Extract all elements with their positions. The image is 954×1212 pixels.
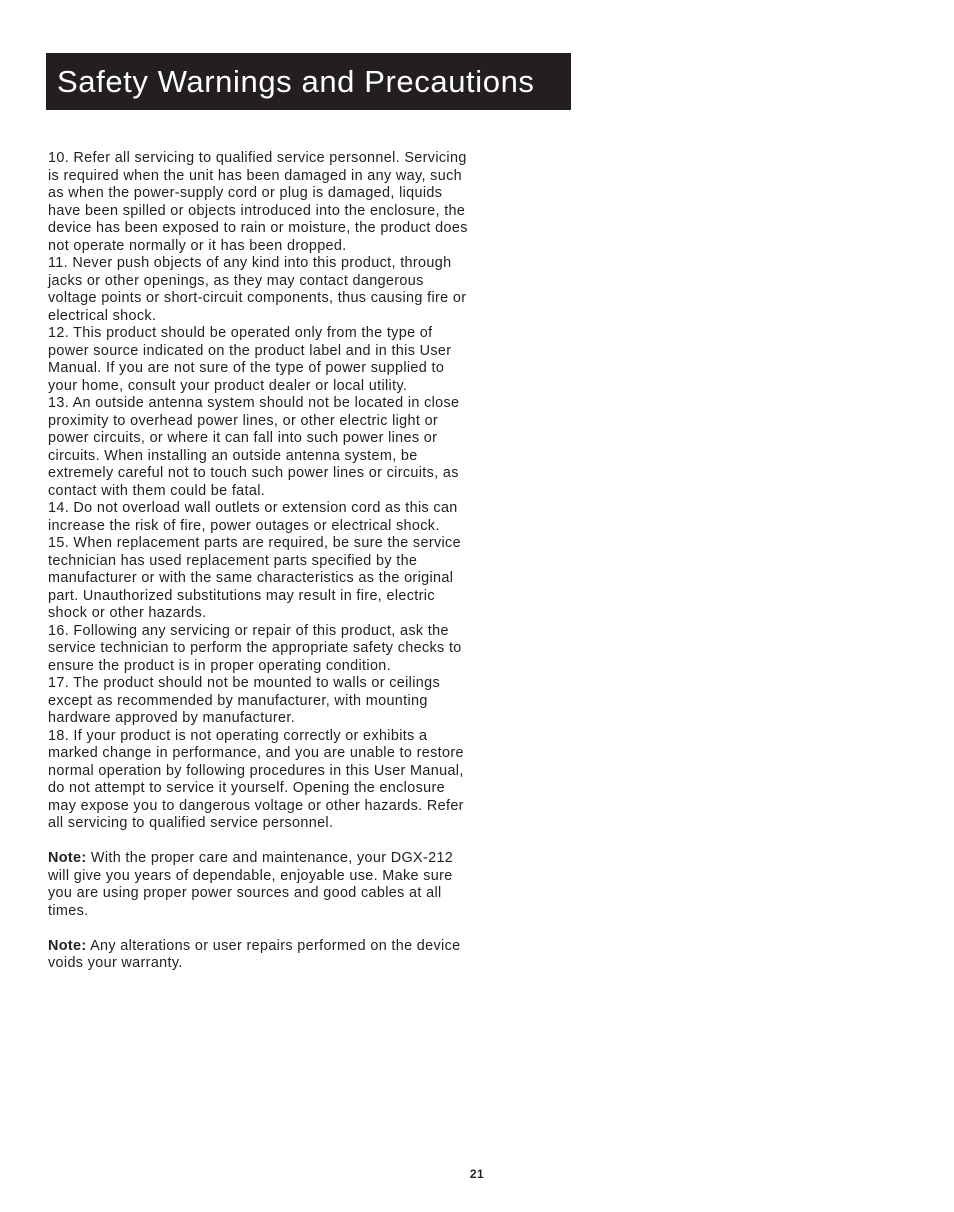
instruction-item: 15. When replacement parts are required, be sure the service technician has used replacement parts specified by the manufacturer or with the same characteristics as the original part. Unauthorized substitutions may result in fire, electric shock or other hazards. [48,535,461,621]
instruction-item: 18. If your product is not operating correctly or exhibits a marked change in performance, and you are unable to restore normal operation by following procedures in this User Manual, do not attempt to service it yourself. Opening the enclosure may expose you to dangerous voltage or other hazards. Refer all servicing to qualified service personnel. [48,727,464,831]
note-label: Note: [48,850,87,866]
section-header [46,53,571,110]
note-text: Any alterations or user repairs performed on the device voids your warranty. [48,937,461,971]
note-label: Note: [48,937,87,954]
instruction-item: 13. An outside antenna system should not be located in close proximity to overhead power lines, or other electric light or power circuits, or where it can fall into such power lines or circuits. When installing an outside antenna system, be extremely careful not to touch such power lines or circuits, as contact with them could be fatal. [48,395,460,499]
page-number: 21 [469,1167,485,1181]
instruction-item: 16. Following any servicing or repair of this product, ask the service technician to perform the appropriate safety checks to ensure the product is in proper operating condition. [48,622,462,674]
warranty-note [48,938,473,973]
care-note [48,850,473,920]
safety-instructions [48,150,473,973]
instruction-item: 17. The product should not be mounted to walls or ceilings except as recommended by manufacturer, with mounting hardware approved by manufacturer. [48,675,441,726]
instruction-item: 10. Refer all servicing to qualified service personnel. Servicing is required when the unit has been damaged in any way, such as when the power-supply cord or plug is damaged, liquids have been spilled or objects introduced into the enclosure, the device has been exposed to rain or moisture, the product does not operate normally or it has been dropped. [48,150,468,254]
instruction-item: 11. Never push objects of any kind into this product, through jacks or other openings, as they may contact dangerous voltage points or short-circuit components, thus causing fire or electrical shock. [48,255,467,324]
instruction-item: 14. Do not overload wall outlets or extension cord as this can increase the risk of fire, power outages or electrical shock. [48,500,458,534]
instruction-item: 12. This product should be operated only from the type of power source indicated on the product label and in this User Manual. If you are not sure of the type of power supplied to your home, consult your product dealer or local utility. [48,325,452,394]
note-text: With the proper care and maintenance, your DGX-212 will give you years of dependable, enjoyable use. Make sure you are using proper power sources and good cables at all times. [48,850,454,919]
page-title: Safety Warnings and Precautions [57,63,535,99]
